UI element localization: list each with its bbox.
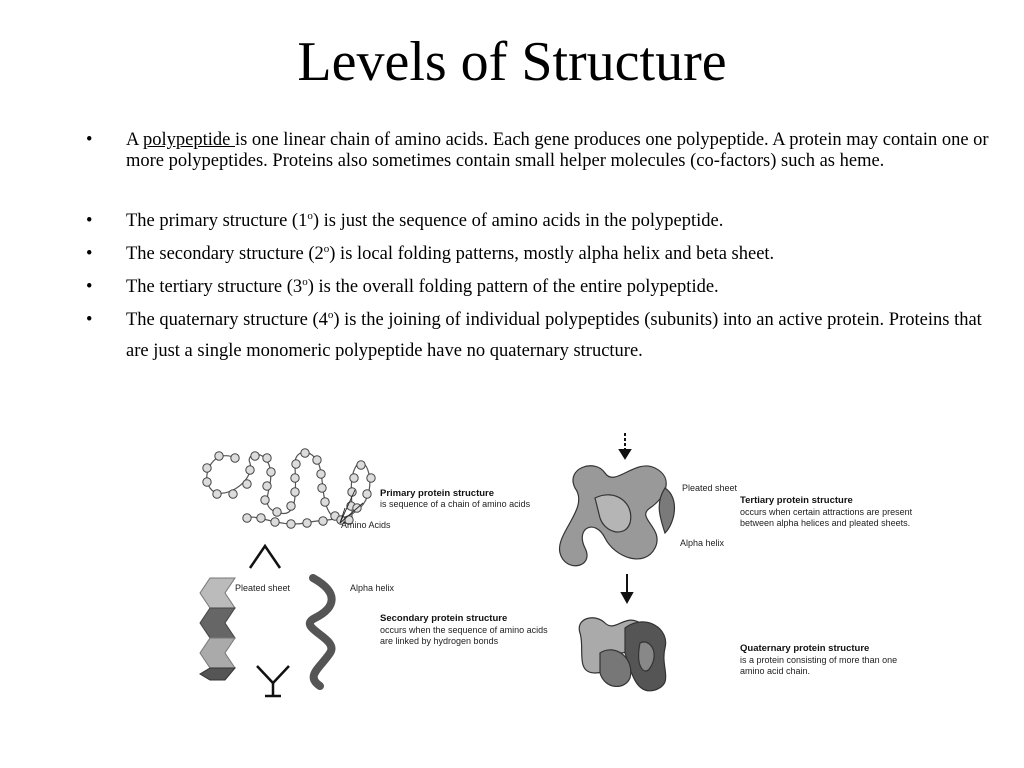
protein-structure-figure: [195, 428, 925, 708]
bullet-primary: [86, 206, 991, 236]
alpha-helix-label: Alpha helix: [350, 583, 395, 593]
bullet-marker: •: [86, 277, 93, 297]
tertiary-structure-title: Tertiary protein structure: [740, 495, 853, 506]
pleated-sheet-graphic: [200, 578, 235, 680]
degree-sup: o: [307, 209, 313, 222]
amino-acid-beads: [203, 449, 375, 528]
bullet-text-rest: is one linear chain of amino acids. Each gene produces one polypeptide. A protein may contain one or more polypeptides. Proteins also sometimes contain small helper molecules (co-factors) such as heme.: [126, 130, 989, 171]
degree-sup: o: [327, 308, 334, 321]
amino-acids-label: Amino Acids: [341, 520, 391, 530]
bullet-text-pre: The quaternary structure (4: [126, 310, 328, 330]
bullet-polypeptide: [86, 130, 991, 172]
bullet-list: [86, 130, 991, 367]
bullet-text-post: ) is just the sequence of amino acids in the polypeptide.: [312, 211, 724, 231]
term-polypeptide: polypeptide: [142, 130, 235, 150]
secondary-structure-title: Secondary protein structure: [380, 613, 508, 624]
alpha-helix-graphic: [310, 578, 332, 686]
bullet-tertiary: [86, 272, 991, 302]
degree-sup: o: [323, 242, 330, 255]
bullet-text-post: ) is the overall folding pattern of the entire polypeptide.: [307, 277, 719, 297]
primary-structure-title: Primary protein structure: [380, 488, 495, 499]
secondary-structure-desc-1: occurs when the sequence of amino acids: [380, 625, 548, 635]
amino-acid-chain: [207, 452, 370, 524]
pleated-sheet-label: Pleated sheet: [235, 583, 291, 593]
bullet-marker: •: [86, 310, 93, 330]
tertiary-pleated-sheet-label: Pleated sheet: [682, 483, 738, 493]
degree-sup: o: [302, 275, 308, 288]
bullet-text-pre: A: [126, 130, 143, 150]
bullet-marker: •: [86, 244, 93, 264]
split-arrows: [250, 546, 280, 568]
bullet-secondary: [86, 239, 991, 269]
slide-title: Levels of Structure: [297, 31, 727, 93]
quaternary-structure-title: Quaternary protein structure: [740, 643, 870, 654]
merge-arrow: [257, 666, 289, 696]
primary-structure-desc: is sequence of a chain of amino acids: [380, 499, 531, 509]
tertiary-alpha-helix-label: Alpha helix: [680, 538, 725, 548]
bullet-marker: •: [86, 211, 93, 231]
secondary-structure-desc-2: are linked by hydrogen bonds: [380, 636, 499, 646]
quaternary-structure-desc-1: is a protein consisting of more than one: [740, 655, 898, 665]
tertiary-structure-desc-2: between alpha helices and pleated sheets.: [740, 518, 911, 528]
bullet-text-pre: The secondary structure (2: [126, 244, 324, 264]
bullet-text-post: ) is local folding patterns, mostly alpha helix and beta sheet.: [329, 244, 775, 264]
down-arrow: [622, 574, 632, 602]
bullet-text-post: ) is the joining of individual polypeptides (subunits) into an active protein. Proteins that are just a single monomeric polypeptide have no quaternary structure.: [126, 310, 982, 361]
bullet-text-pre: The primary structure (1: [126, 211, 308, 231]
top-down-arrow: [620, 433, 630, 458]
quaternary-structure-desc-2: amino acid chain.: [740, 666, 811, 676]
tertiary-structure-desc-1: occurs when certain attractions are present: [740, 507, 913, 517]
quaternary-structure-graphic: [579, 618, 666, 691]
bullet-text-pre: The tertiary structure (3: [126, 277, 303, 297]
bullet-marker: •: [86, 130, 93, 150]
bullet-quaternary: [86, 305, 991, 367]
tertiary-structure-graphic: [560, 466, 675, 566]
